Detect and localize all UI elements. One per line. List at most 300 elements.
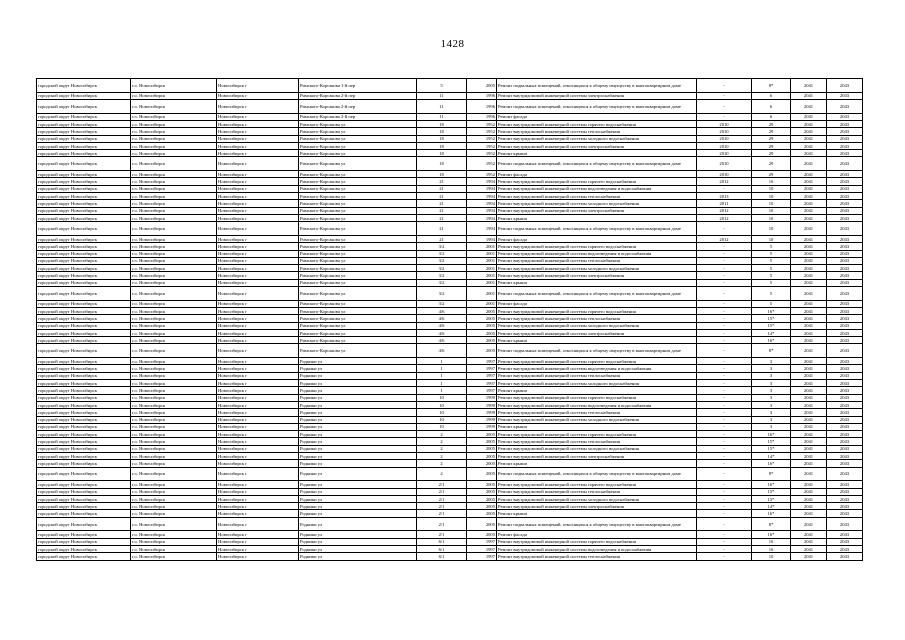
table-row bbox=[37, 171, 863, 178]
street-cell: Римского-Корсакова ул bbox=[299, 250, 417, 257]
work-type-cell: Ремонт фасада bbox=[497, 171, 697, 178]
street-cell: Римского-Корсакова ул bbox=[299, 257, 417, 264]
municipality-cell: городской округ Новосибирск bbox=[37, 337, 131, 344]
plan-start-cell: 2041 bbox=[791, 171, 827, 178]
district-cell: г.о. Новосибирск bbox=[131, 409, 217, 416]
street-cell: Родники ул bbox=[299, 503, 417, 510]
district-cell: г.о. Новосибирск bbox=[131, 344, 217, 358]
municipality-cell: городской округ Новосибирск bbox=[37, 178, 131, 185]
table-row bbox=[37, 538, 863, 545]
plan-start-cell: 2041 bbox=[791, 329, 827, 336]
last-repair-year-cell: - bbox=[697, 307, 752, 314]
house-number-cell: 10 bbox=[417, 401, 467, 408]
table-row bbox=[37, 307, 863, 314]
house-number-cell: 21 bbox=[417, 235, 467, 242]
street-cell: Римского-Корсакова ул bbox=[299, 178, 417, 185]
build-year-cell: 2001 bbox=[467, 243, 497, 250]
build-year-cell: 1999 bbox=[467, 394, 497, 401]
last-repair-year-cell: - bbox=[697, 250, 752, 257]
plan-start-cell: 2041 bbox=[791, 135, 827, 142]
build-year-cell: 1996 bbox=[467, 99, 497, 113]
last-repair-year-cell: - bbox=[697, 365, 752, 372]
house-number-cell: 4/6 bbox=[417, 307, 467, 314]
city-cell: Новосибирск г bbox=[217, 553, 299, 560]
city-cell: Новосибирск г bbox=[217, 344, 299, 358]
plan-start-cell: 2041 bbox=[791, 250, 827, 257]
table-row bbox=[37, 79, 863, 93]
district-cell: г.о. Новосибирск bbox=[131, 380, 217, 387]
last-repair-year-cell: - bbox=[697, 401, 752, 408]
city-cell: Новосибирск г bbox=[217, 517, 299, 531]
work-type-cell: Ремонт внутридомовой инженерной системы горячего водоснабжения bbox=[497, 481, 697, 488]
wear-percent-cell: 16* bbox=[752, 460, 791, 467]
plan-end-cell: 2043 bbox=[827, 315, 863, 322]
plan-start-cell: 2041 bbox=[791, 380, 827, 387]
plan-end-cell: 2043 bbox=[827, 207, 863, 214]
table-row bbox=[37, 546, 863, 553]
house-number-cell: 4/6 bbox=[417, 344, 467, 358]
house-number-cell: 4/6 bbox=[417, 315, 467, 322]
plan-start-cell: 2041 bbox=[791, 200, 827, 207]
district-cell: г.о. Новосибирск bbox=[131, 503, 217, 510]
municipality-cell: городской округ Новосибирск bbox=[37, 265, 131, 272]
wear-percent-cell: 10 bbox=[752, 214, 791, 221]
plan-end-cell: 2043 bbox=[827, 214, 863, 221]
build-year-cell: 2005 bbox=[467, 460, 497, 467]
plan-start-cell: 2041 bbox=[791, 157, 827, 171]
house-number-cell: 3/2 bbox=[417, 279, 467, 286]
build-year-cell: 2005 bbox=[467, 503, 497, 510]
district-cell: г.о. Новосибирск bbox=[131, 207, 217, 214]
build-year-cell: 1994 bbox=[467, 235, 497, 242]
district-cell: г.о. Новосибирск bbox=[131, 394, 217, 401]
table-row bbox=[37, 344, 863, 358]
work-type-cell: Ремонт внутридомовой инженерной системы горячего водоснабжения bbox=[497, 538, 697, 545]
district-cell: г.о. Новосибирск bbox=[131, 120, 217, 127]
work-type-cell: Ремонт внутридомовой инженерной системы электроснабжения bbox=[497, 142, 697, 149]
build-year-cell: 1994 bbox=[467, 200, 497, 207]
last-repair-year-cell: - bbox=[697, 380, 752, 387]
municipality-cell: городской округ Новосибирск bbox=[37, 135, 131, 142]
plan-end-cell: 2043 bbox=[827, 337, 863, 344]
plan-end-cell: 2043 bbox=[827, 200, 863, 207]
last-repair-year-cell: - bbox=[697, 79, 752, 93]
city-cell: Новосибирск г bbox=[217, 150, 299, 157]
plan-end-cell: 2043 bbox=[827, 300, 863, 307]
wear-percent-cell: 15* bbox=[752, 322, 791, 329]
plan-start-cell: 2041 bbox=[791, 503, 827, 510]
last-repair-year-cell: 2010 bbox=[697, 135, 752, 142]
house-number-cell: 2 bbox=[417, 467, 467, 481]
last-repair-year-cell: - bbox=[697, 329, 752, 336]
district-cell: г.о. Новосибирск bbox=[131, 372, 217, 379]
plan-start-cell: 2041 bbox=[791, 431, 827, 438]
last-repair-year-cell: - bbox=[697, 495, 752, 502]
table-row bbox=[37, 510, 863, 517]
wear-percent-cell: 6 bbox=[752, 92, 791, 99]
table-row bbox=[37, 445, 863, 452]
last-repair-year-cell: - bbox=[697, 409, 752, 416]
city-cell: Новосибирск г bbox=[217, 300, 299, 307]
district-cell: г.о. Новосибирск bbox=[131, 365, 217, 372]
city-cell: Новосибирск г bbox=[217, 257, 299, 264]
plan-start-cell: 2041 bbox=[791, 142, 827, 149]
city-cell: Новосибирск г bbox=[217, 380, 299, 387]
municipality-cell: городской округ Новосибирск bbox=[37, 315, 131, 322]
plan-start-cell: 2041 bbox=[791, 423, 827, 430]
plan-start-cell: 2041 bbox=[791, 553, 827, 560]
plan-start-cell: 2041 bbox=[791, 279, 827, 286]
work-type-cell: Ремонт внутридомовой инженерной системы горячего водоснабжения bbox=[497, 307, 697, 314]
city-cell: Новосибирск г bbox=[217, 460, 299, 467]
plan-end-cell: 2043 bbox=[827, 387, 863, 394]
wear-percent-cell: 8* bbox=[752, 79, 791, 93]
street-cell: Римского-Корсакова ул bbox=[299, 279, 417, 286]
city-cell: Новосибирск г bbox=[217, 431, 299, 438]
street-cell: Римского-Корсакова 1-й пер bbox=[299, 79, 417, 93]
plan-end-cell: 2043 bbox=[827, 365, 863, 372]
last-repair-year-cell: - bbox=[697, 337, 752, 344]
work-type-cell: Ремонт крыши bbox=[497, 460, 697, 467]
wear-percent-cell: 8* bbox=[752, 517, 791, 531]
plan-start-cell: 2041 bbox=[791, 214, 827, 221]
last-repair-year-cell: - bbox=[697, 257, 752, 264]
wear-percent-cell: 3 bbox=[752, 387, 791, 394]
table-row bbox=[37, 358, 863, 365]
street-cell: Родники ул bbox=[299, 365, 417, 372]
municipality-cell: городской округ Новосибирск bbox=[37, 200, 131, 207]
wear-percent-cell: 3 bbox=[752, 372, 791, 379]
table-row bbox=[37, 315, 863, 322]
work-type-cell: Ремонт крыши bbox=[497, 387, 697, 394]
house-number-cell: 3/2 bbox=[417, 272, 467, 279]
municipality-cell: городской округ Новосибирск bbox=[37, 113, 131, 120]
plan-start-cell: 2041 bbox=[791, 495, 827, 502]
street-cell: Римского-Корсакова ул bbox=[299, 315, 417, 322]
build-year-cell: 1997 bbox=[467, 358, 497, 365]
wear-percent-cell: 5 bbox=[752, 272, 791, 279]
plan-start-cell: 2041 bbox=[791, 322, 827, 329]
table-row bbox=[37, 200, 863, 207]
wear-percent-cell: 3 bbox=[752, 423, 791, 430]
table-row bbox=[37, 257, 863, 264]
work-type-cell: Ремонт внутридомовой инженерной системы водоотведения и водоснабжения bbox=[497, 185, 697, 192]
build-year-cell: 1952 bbox=[467, 157, 497, 171]
city-cell: Новосибирск г bbox=[217, 337, 299, 344]
municipality-cell: городской округ Новосибирск bbox=[37, 380, 131, 387]
last-repair-year-cell: - bbox=[697, 286, 752, 300]
work-type-cell: Ремонт фасада bbox=[497, 235, 697, 242]
last-repair-year-cell: 2010 bbox=[697, 150, 752, 157]
work-type-cell: Ремонт подвальных помещений, относящихся к общему имуществу в многоквартирном доме bbox=[497, 79, 697, 93]
plan-start-cell: 2041 bbox=[791, 394, 827, 401]
municipality-cell: городской округ Новосибирск bbox=[37, 372, 131, 379]
house-number-cell: 11 bbox=[417, 92, 467, 99]
build-year-cell: 2005 bbox=[467, 79, 497, 93]
work-type-cell: Ремонт внутридомовой инженерной системы электроснабжения bbox=[497, 92, 697, 99]
last-repair-year-cell: - bbox=[697, 243, 752, 250]
wear-percent-cell: 29 bbox=[752, 142, 791, 149]
plan-end-cell: 2043 bbox=[827, 401, 863, 408]
build-year-cell: 2001 bbox=[467, 300, 497, 307]
plan-start-cell: 2041 bbox=[791, 517, 827, 531]
plan-start-cell: 2041 bbox=[791, 467, 827, 481]
municipality-cell: городской округ Новосибирск bbox=[37, 120, 131, 127]
district-cell: г.о. Новосибирск bbox=[131, 329, 217, 336]
house-number-cell: 2/1 bbox=[417, 488, 467, 495]
plan-end-cell: 2043 bbox=[827, 531, 863, 538]
build-year-cell: 2005 bbox=[467, 344, 497, 358]
street-cell: Римского-Корсакова 2-й пер bbox=[299, 92, 417, 99]
wear-percent-cell: 5 bbox=[752, 257, 791, 264]
work-type-cell: Ремонт внутридомовой инженерной системы электроснабжения bbox=[497, 503, 697, 510]
city-cell: Новосибирск г bbox=[217, 178, 299, 185]
city-cell: Новосибирск г bbox=[217, 243, 299, 250]
street-cell: Родники ул bbox=[299, 488, 417, 495]
wear-percent-cell: 29 bbox=[752, 157, 791, 171]
build-year-cell: 2005 bbox=[467, 445, 497, 452]
table-row bbox=[37, 365, 863, 372]
city-cell: Новосибирск г bbox=[217, 171, 299, 178]
street-cell: Римского-Корсакова ул bbox=[299, 222, 417, 236]
last-repair-year-cell: - bbox=[697, 99, 752, 113]
plan-start-cell: 2041 bbox=[791, 79, 827, 93]
wear-percent-cell: 6 bbox=[752, 99, 791, 113]
last-repair-year-cell: - bbox=[697, 453, 752, 460]
city-cell: Новосибирск г bbox=[217, 79, 299, 93]
work-type-cell: Ремонт подвальных помещений, относящихся к общему имуществу в многоквартирном доме bbox=[497, 517, 697, 531]
house-number-cell: 2/1 bbox=[417, 481, 467, 488]
street-cell: Римского-Корсакова ул bbox=[299, 344, 417, 358]
work-type-cell: Ремонт внутридомовой инженерной системы теплоснабжения bbox=[497, 193, 697, 200]
plan-end-cell: 2043 bbox=[827, 128, 863, 135]
municipality-cell: городской округ Новосибирск bbox=[37, 481, 131, 488]
last-repair-year-cell: - bbox=[697, 372, 752, 379]
municipality-cell: городской округ Новосибирск bbox=[37, 423, 131, 430]
street-cell: Римского-Корсакова ул bbox=[299, 322, 417, 329]
build-year-cell: 1997 bbox=[467, 546, 497, 553]
municipality-cell: городской округ Новосибирск bbox=[37, 387, 131, 394]
work-type-cell: Ремонт внутридомовой инженерной системы теплоснабжения bbox=[497, 128, 697, 135]
last-repair-year-cell: - bbox=[697, 517, 752, 531]
table-row bbox=[37, 92, 863, 99]
work-type-cell: Ремонт крыши bbox=[497, 510, 697, 517]
plan-start-cell: 2041 bbox=[791, 272, 827, 279]
municipality-cell: городской округ Новосибирск bbox=[37, 99, 131, 113]
street-cell: Римского-Корсакова ул bbox=[299, 193, 417, 200]
house-number-cell: 3/2 bbox=[417, 300, 467, 307]
district-cell: г.о. Новосибирск bbox=[131, 265, 217, 272]
district-cell: г.о. Новосибирск bbox=[131, 193, 217, 200]
street-cell: Римского-Корсакова ул bbox=[299, 135, 417, 142]
wear-percent-cell: 5 bbox=[752, 279, 791, 286]
municipality-cell: городской округ Новосибирск bbox=[37, 193, 131, 200]
plan-end-cell: 2043 bbox=[827, 99, 863, 113]
plan-end-cell: 2043 bbox=[827, 344, 863, 358]
house-number-cell: 2/1 bbox=[417, 517, 467, 531]
plan-end-cell: 2043 bbox=[827, 409, 863, 416]
plan-start-cell: 2041 bbox=[791, 481, 827, 488]
house-number-cell: 2/1 bbox=[417, 495, 467, 502]
work-type-cell: Ремонт крыши bbox=[497, 279, 697, 286]
street-cell: Родники ул bbox=[299, 416, 417, 423]
last-repair-year-cell: - bbox=[697, 387, 752, 394]
street-cell: Родники ул bbox=[299, 438, 417, 445]
plan-start-cell: 2041 bbox=[791, 150, 827, 157]
table-row bbox=[37, 120, 863, 127]
municipality-cell: городской округ Новосибирск bbox=[37, 401, 131, 408]
wear-percent-cell: 29 bbox=[752, 135, 791, 142]
plan-end-cell: 2043 bbox=[827, 178, 863, 185]
build-year-cell: 2005 bbox=[467, 531, 497, 538]
district-cell: г.о. Новосибирск bbox=[131, 337, 217, 344]
wear-percent-cell: 10 bbox=[752, 178, 791, 185]
street-cell: Родники ул bbox=[299, 517, 417, 531]
street-cell: Римского-Корсакова ул bbox=[299, 272, 417, 279]
city-cell: Новосибирск г bbox=[217, 416, 299, 423]
table-row bbox=[37, 481, 863, 488]
work-type-cell: Ремонт внутридомовой инженерной системы холодного водоснабжения bbox=[497, 380, 697, 387]
work-type-cell: Ремонт внутридомовой инженерной системы электроснабжения bbox=[497, 453, 697, 460]
work-type-cell: Ремонт фасада bbox=[497, 300, 697, 307]
city-cell: Новосибирск г bbox=[217, 128, 299, 135]
house-number-cell: 1 bbox=[417, 380, 467, 387]
last-repair-year-cell: - bbox=[697, 416, 752, 423]
build-year-cell: 1999 bbox=[467, 409, 497, 416]
work-type-cell: Ремонт внутридомовой инженерной системы холодного водоснабжения bbox=[497, 445, 697, 452]
last-repair-year-cell: - bbox=[697, 431, 752, 438]
city-cell: Новосибирск г bbox=[217, 265, 299, 272]
work-type-cell: Ремонт внутридомовой инженерной системы холодного водоснабжения bbox=[497, 416, 697, 423]
district-cell: г.о. Новосибирск bbox=[131, 157, 217, 171]
house-number-cell: 18 bbox=[417, 171, 467, 178]
work-type-cell: Ремонт крыши bbox=[497, 337, 697, 344]
wear-percent-cell: 10 bbox=[752, 546, 791, 553]
table-row bbox=[37, 329, 863, 336]
street-cell: Родники ул bbox=[299, 467, 417, 481]
plan-start-cell: 2041 bbox=[791, 92, 827, 99]
house-number-cell: 6/1 bbox=[417, 546, 467, 553]
city-cell: Новосибирск г bbox=[217, 445, 299, 452]
district-cell: г.о. Новосибирск bbox=[131, 300, 217, 307]
city-cell: Новосибирск г bbox=[217, 92, 299, 99]
plan-start-cell: 2041 bbox=[791, 445, 827, 452]
city-cell: Новосибирск г bbox=[217, 467, 299, 481]
municipality-cell: городской округ Новосибирск bbox=[37, 416, 131, 423]
wear-percent-cell: 10 bbox=[752, 193, 791, 200]
plan-end-cell: 2043 bbox=[827, 265, 863, 272]
plan-start-cell: 2041 bbox=[791, 265, 827, 272]
municipality-cell: городской округ Новосибирск bbox=[37, 460, 131, 467]
last-repair-year-cell: - bbox=[697, 510, 752, 517]
plan-start-cell: 2041 bbox=[791, 344, 827, 358]
last-repair-year-cell: - bbox=[697, 531, 752, 538]
municipality-cell: городской округ Новосибирск bbox=[37, 171, 131, 178]
district-cell: г.о. Новосибирск bbox=[131, 279, 217, 286]
municipality-cell: городской округ Новосибирск bbox=[37, 358, 131, 365]
work-type-cell: Ремонт внутридомовой инженерной системы теплоснабжения bbox=[497, 553, 697, 560]
last-repair-year-cell: - bbox=[697, 481, 752, 488]
house-number-cell: 18 bbox=[417, 157, 467, 171]
build-year-cell: 1952 bbox=[467, 128, 497, 135]
city-cell: Новосибирск г bbox=[217, 531, 299, 538]
build-year-cell: 2005 bbox=[467, 315, 497, 322]
last-repair-year-cell: - bbox=[697, 546, 752, 553]
table-row bbox=[37, 380, 863, 387]
city-cell: Новосибирск г bbox=[217, 438, 299, 445]
house-number-cell: 10 bbox=[417, 423, 467, 430]
plan-end-cell: 2043 bbox=[827, 380, 863, 387]
house-number-cell: 21 bbox=[417, 200, 467, 207]
house-number-cell: 3/2 bbox=[417, 286, 467, 300]
wear-percent-cell: 5 bbox=[752, 286, 791, 300]
build-year-cell: 2001 bbox=[467, 279, 497, 286]
street-cell: Родники ул bbox=[299, 409, 417, 416]
build-year-cell: 2005 bbox=[467, 481, 497, 488]
build-year-cell: 1996 bbox=[467, 92, 497, 99]
work-type-cell: Ремонт внутридомовой инженерной системы горячего водоснабжения bbox=[497, 431, 697, 438]
house-number-cell: 6/1 bbox=[417, 538, 467, 545]
street-cell: Родники ул bbox=[299, 510, 417, 517]
table-row bbox=[37, 401, 863, 408]
plan-start-cell: 2041 bbox=[791, 286, 827, 300]
district-cell: г.о. Новосибирск bbox=[131, 214, 217, 221]
plan-end-cell: 2043 bbox=[827, 193, 863, 200]
table-row bbox=[37, 150, 863, 157]
city-cell: Новосибирск г bbox=[217, 503, 299, 510]
city-cell: Новосибирск г bbox=[217, 207, 299, 214]
table-row bbox=[37, 243, 863, 250]
city-cell: Новосибирск г bbox=[217, 113, 299, 120]
work-type-cell: Ремонт внутридомовой инженерной системы электроснабжения bbox=[497, 207, 697, 214]
municipality-cell: городской округ Новосибирск bbox=[37, 517, 131, 531]
plan-start-cell: 2041 bbox=[791, 387, 827, 394]
municipality-cell: городской округ Новосибирск bbox=[37, 438, 131, 445]
municipality-cell: городской округ Новосибирск bbox=[37, 128, 131, 135]
work-type-cell: Ремонт внутридомовой инженерной системы горячего водоснабжения bbox=[497, 120, 697, 127]
table-row bbox=[37, 322, 863, 329]
table-row bbox=[37, 460, 863, 467]
municipality-cell: городской округ Новосибирск bbox=[37, 488, 131, 495]
plan-end-cell: 2043 bbox=[827, 286, 863, 300]
municipality-cell: городской округ Новосибирск bbox=[37, 272, 131, 279]
district-cell: г.о. Новосибирск bbox=[131, 171, 217, 178]
last-repair-year-cell: - bbox=[697, 185, 752, 192]
build-year-cell: 2001 bbox=[467, 286, 497, 300]
wear-percent-cell: 10 bbox=[752, 200, 791, 207]
municipality-cell: городской округ Новосибирск bbox=[37, 235, 131, 242]
municipality-cell: городской округ Новосибирск bbox=[37, 207, 131, 214]
build-year-cell: 2005 bbox=[467, 510, 497, 517]
wear-percent-cell: 29 bbox=[752, 128, 791, 135]
last-repair-year-cell: 2010 bbox=[697, 142, 752, 149]
build-year-cell: 2005 bbox=[467, 453, 497, 460]
district-cell: г.о. Новосибирск bbox=[131, 453, 217, 460]
build-year-cell: 1997 bbox=[467, 553, 497, 560]
plan-end-cell: 2043 bbox=[827, 372, 863, 379]
last-repair-year-cell: - bbox=[697, 445, 752, 452]
city-cell: Новосибирск г bbox=[217, 286, 299, 300]
municipality-cell: городской округ Новосибирск bbox=[37, 394, 131, 401]
plan-end-cell: 2043 bbox=[827, 358, 863, 365]
wear-percent-cell: 10 bbox=[752, 538, 791, 545]
work-type-cell: Ремонт внутридомовой инженерной системы холодного водоснабжения bbox=[497, 200, 697, 207]
wear-percent-cell: 15* bbox=[752, 488, 791, 495]
house-number-cell: 2/1 bbox=[417, 531, 467, 538]
plan-end-cell: 2043 bbox=[827, 438, 863, 445]
house-number-cell: 21 bbox=[417, 193, 467, 200]
table-row bbox=[37, 142, 863, 149]
